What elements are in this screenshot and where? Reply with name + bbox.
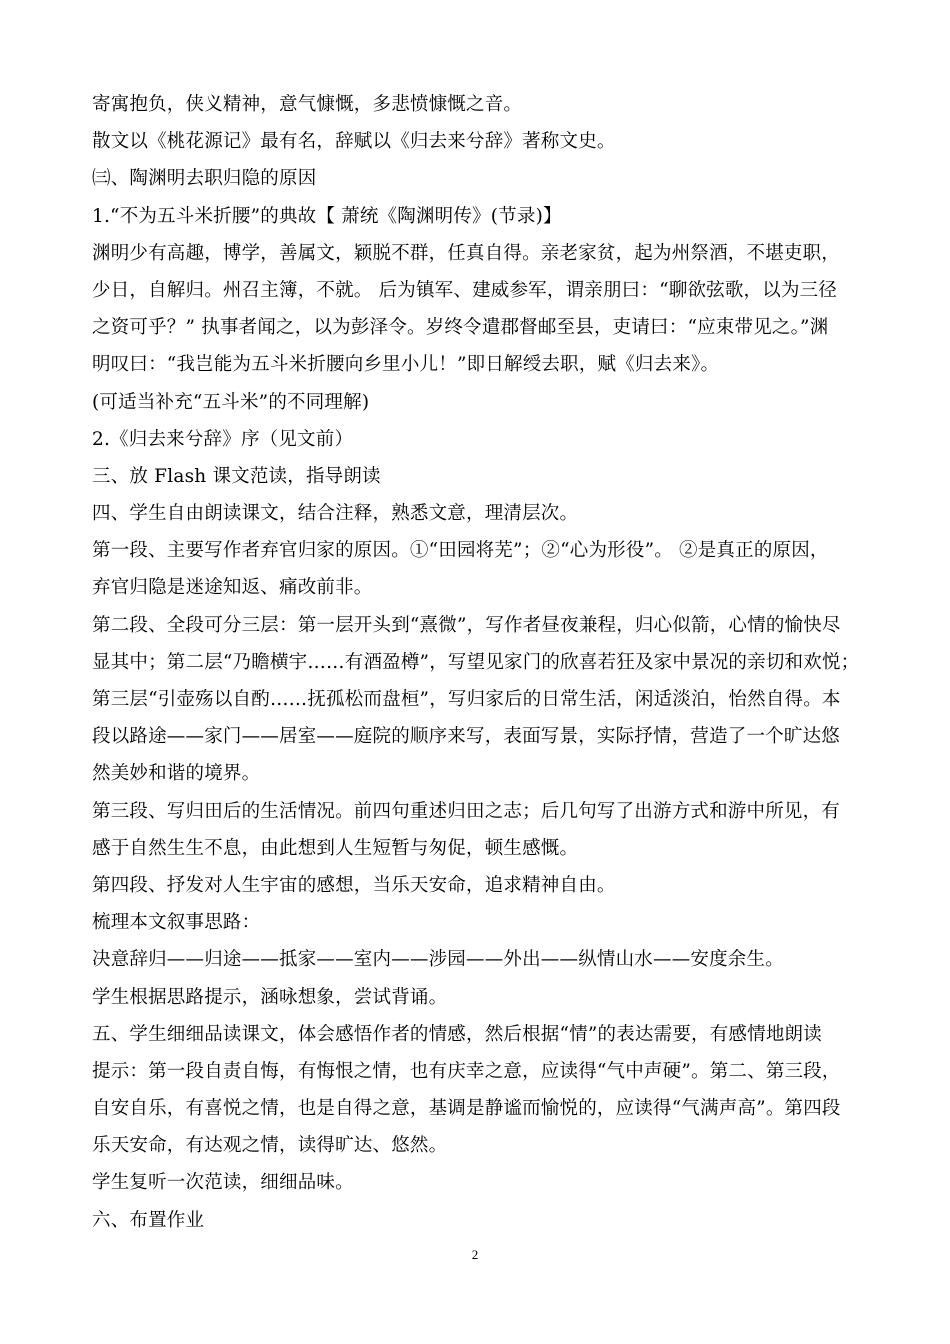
page-number: 2: [471, 1247, 479, 1262]
section-heading: 五、学生细细品读课文，体会感悟作者的情感，然后根据“情”的表达需要，有感情地朗读: [92, 1023, 822, 1045]
text-line: 感于自然生生不息，由此想到人生短暂与匆促，顿生感慨。: [92, 837, 579, 859]
text-line: 第二段、全段可分三层：第一层开头到“熹微”，写作者昼夜兼程，归心似箭，心情的愉快尽: [92, 614, 841, 636]
text-line: 渊明少有高趣，博学，善属文，颖脱不群，任真自得。亲老家贫，起为州祭酒，不堪吏职，: [92, 242, 841, 264]
text-line: 学生根据思路提示，涵咏想象，尝试背诵。: [92, 986, 448, 1008]
subsection-heading: 1.“不为五斗米折腰”的典故【 萧统《陶渊明传》(节录)】: [92, 205, 562, 227]
section-heading: 四、学生自由朗读课文，结合注释，熟悉文意，理清层次。: [92, 503, 579, 525]
text-line: 第三层“引壶殇以自酌……抚孤松而盘桓”，写归家后的日常生活，闲适淡泊，怡然自得。本: [92, 689, 841, 710]
text-line: 第一段、主要写作者弃官归家的原因。①“田园将芜”；②“心为形役”。 ②是真正的原因，: [92, 540, 829, 562]
section-heading: ㈢、陶渊明去职归隐的原因: [92, 168, 317, 190]
text-line: 提示：第一段自责自悔，有悔恨之情，也有庆幸之意，应读得“气中声硬”。第二、第三段，: [92, 1060, 841, 1082]
text-line: 梳理本文叙事思路：: [92, 912, 261, 934]
text-line: 学生复听一次范读，细细品味。: [92, 1172, 354, 1194]
text-line: 之资可乎？” 执事者闻之，以为彭泽令。岁终令遣郡督邮至县，吏请曰：“应束带见之。”渊: [92, 317, 829, 339]
text-line: 寄寓抱负，侠义精神，意气慷慨，多悲愤慷慨之音。: [92, 94, 523, 115]
text-line: 显其中；第二层“乃瞻横宇……有酒盈樽”，写望见家门的欣喜若狂及家中景况的亲切和欢悦；: [92, 651, 860, 673]
subsection-heading: 2.《归去来兮辞》序（见文前）: [92, 428, 354, 450]
text-line: 然美妙和谐的境界。: [92, 763, 261, 785]
text-line: 决意辞归——归途——抵家——室内——涉园——外出——纵情山水——安度余生。: [92, 949, 784, 971]
section-heading: 六、布置作业: [92, 1209, 205, 1231]
text-line: 明叹曰：“我岂能为五斗米折腰向乡里小儿！”即日解绶去职，赋《归去来》。: [92, 354, 720, 376]
document-body: [92, 86, 860, 1239]
text-line: 少日，自解归。州召主簿，不就。 后为镇军、建威参军，谓亲朋曰：“聊欲弦歌，以为三径: [92, 279, 838, 301]
text-line: 弃官归隐是迷途知返、痛改前非。: [92, 577, 373, 599]
text-line: (可适当补充“五斗米”的不同理解): [92, 391, 370, 413]
text-line: 散文以《桃花源记》最有名，辞赋以《归去来兮辞》著称文史。: [92, 131, 616, 153]
text-line: 第四段、抒发对人生宇宙的感想，当乐天安命，追求精神自由。: [92, 874, 616, 896]
section-heading: 三、放 Flash 课文范读，指导朗读: [92, 465, 381, 487]
text-line: 乐天安命，有达观之情，读得旷达、悠然。: [92, 1135, 448, 1157]
text-line: 段以路途——家门——居室——庭院的顺序来写，表面写景，实际抒情，营造了一个旷达悠: [92, 726, 841, 748]
text-line: 自安自乐，有喜悦之情，也是自得之意，基调是静谧而愉悦的，应读得“气满声高”。第四段: [92, 1098, 841, 1120]
text-line: 第三段、写归田后的生活情况。前四句重述归田之志；后几句写了出游方式和游中所见，有: [92, 800, 841, 822]
